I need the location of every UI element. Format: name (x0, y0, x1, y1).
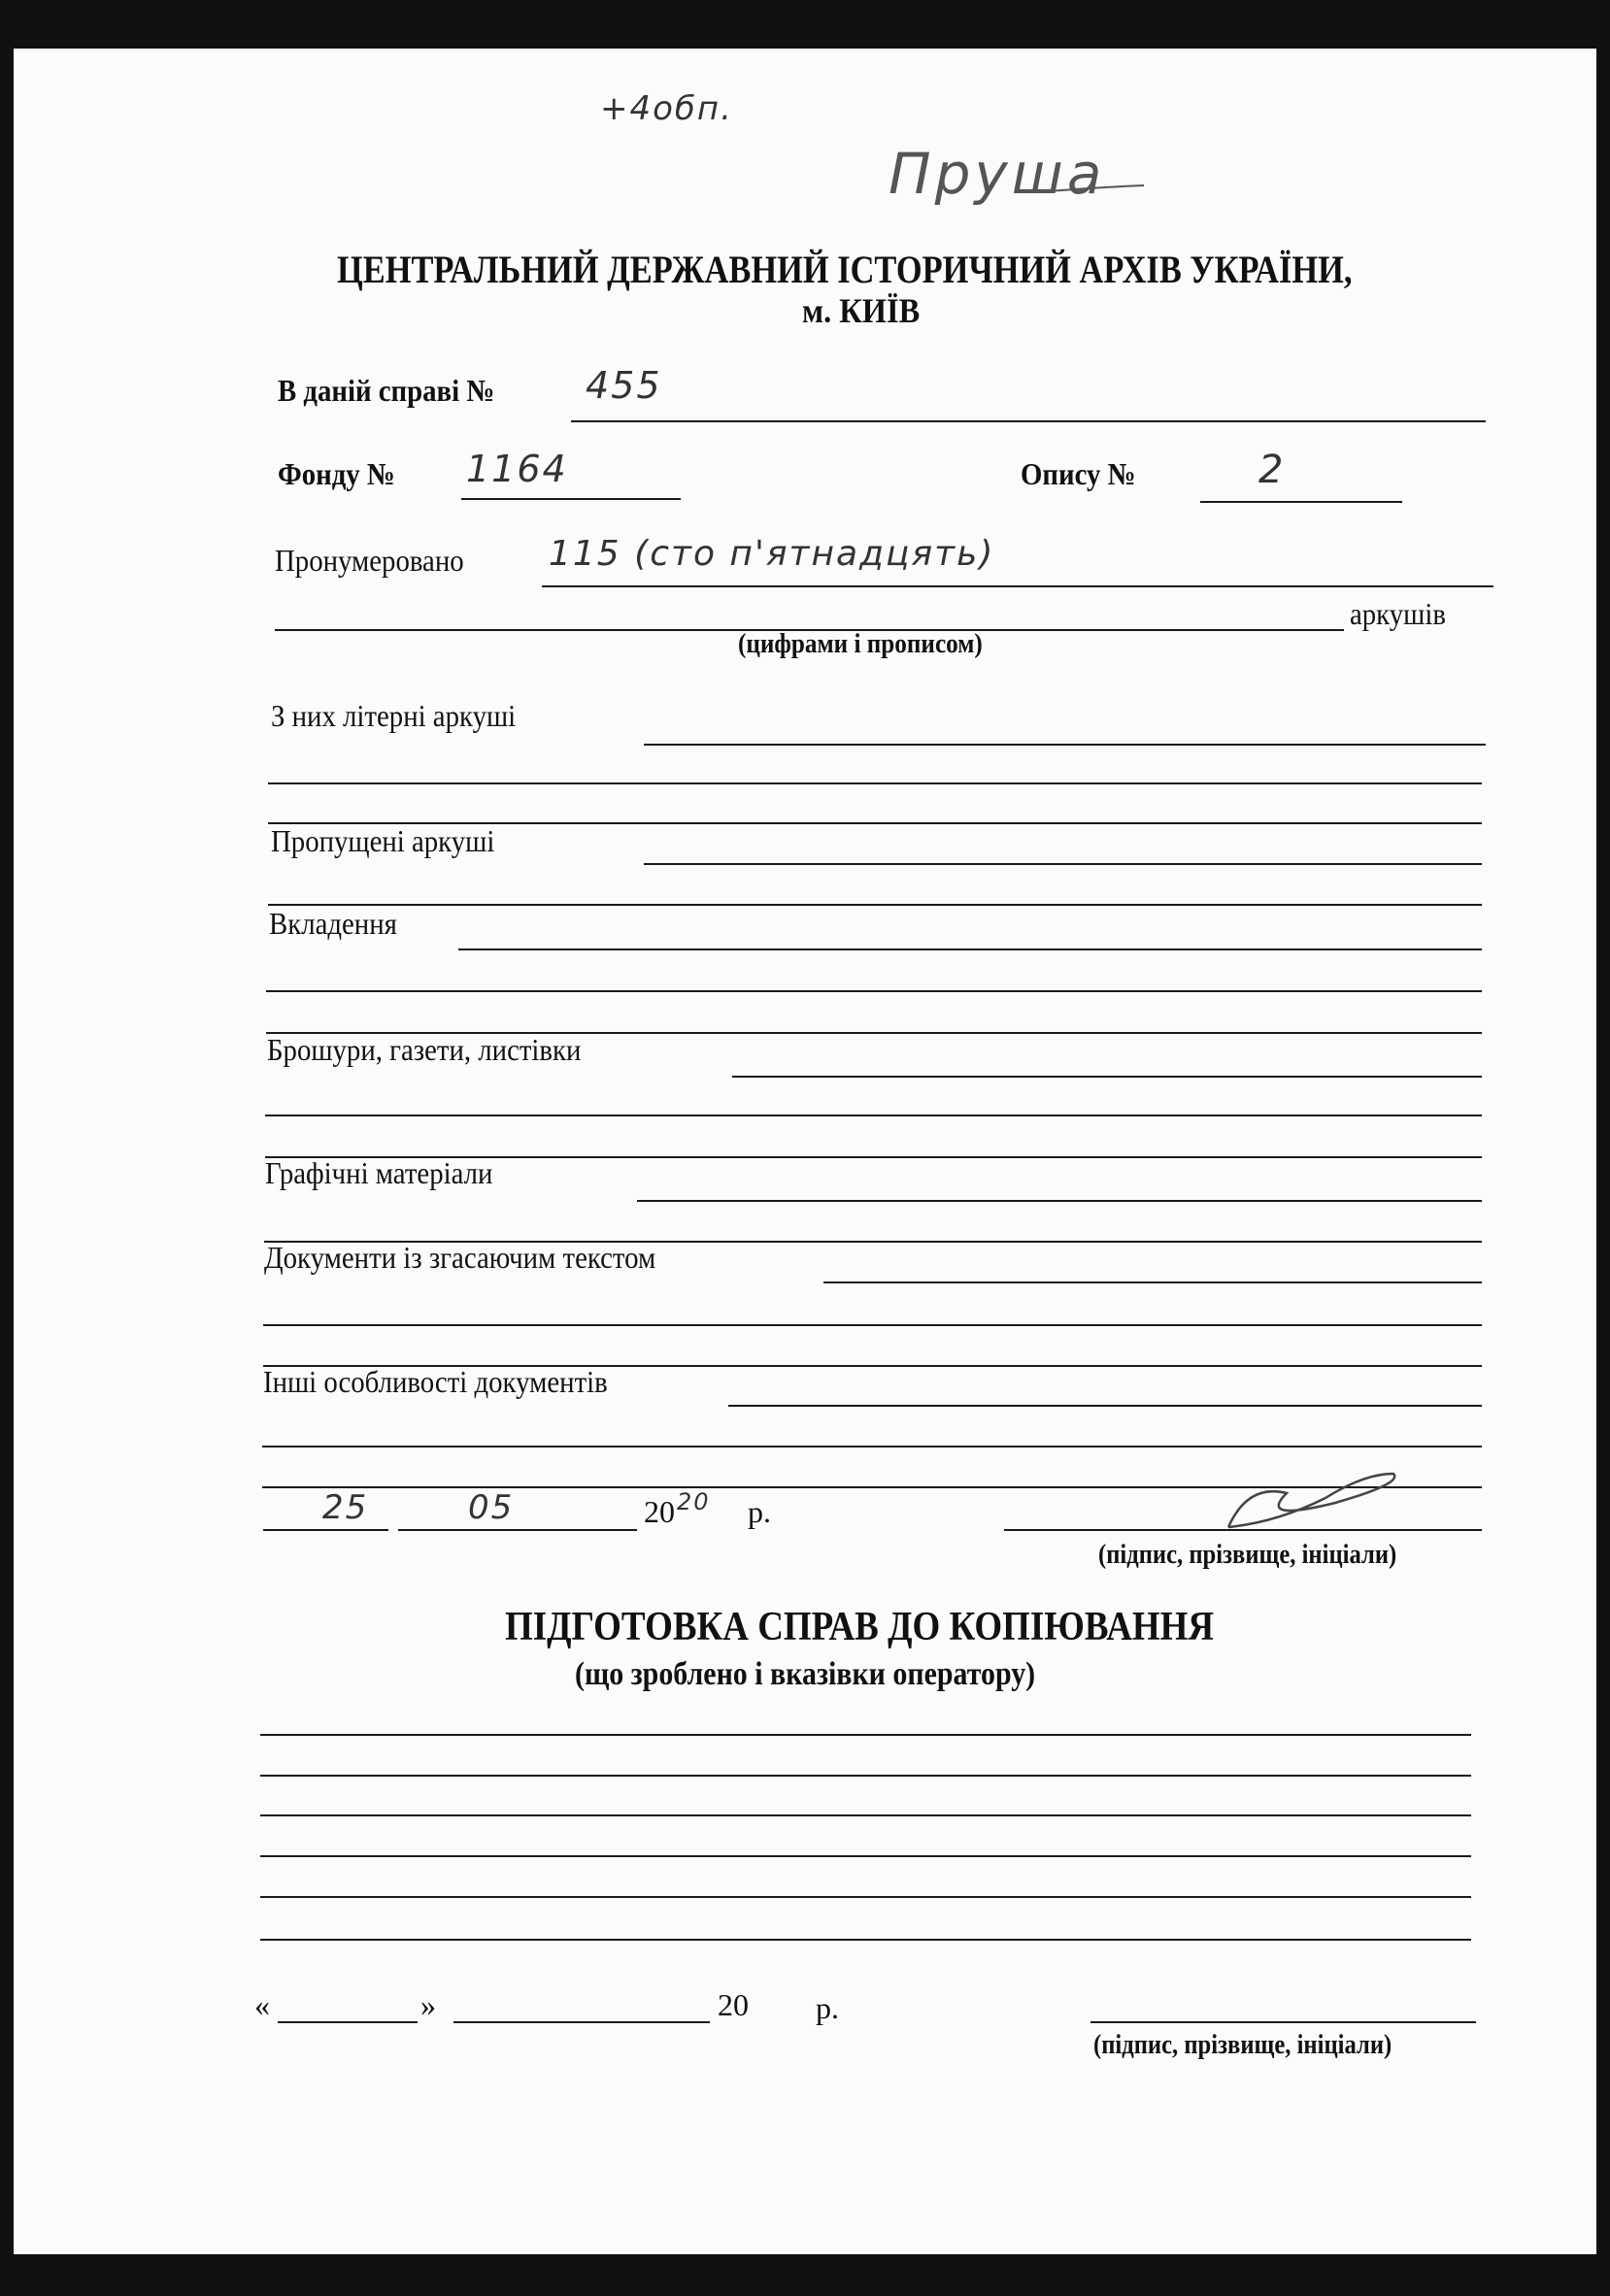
missing-sheets-label: Пропущені аркуші (271, 823, 495, 858)
close-quote: » (420, 1987, 436, 2022)
rule (458, 948, 1482, 950)
rule (260, 1775, 1471, 1777)
rule (398, 1529, 637, 1531)
signature-icon (1219, 1474, 1413, 1532)
copying-year-mark: р. (816, 1990, 839, 2025)
signature-line (1004, 1529, 1482, 1531)
copying-signature-hint: (підпис, прізвище, ініціали) (1093, 2030, 1392, 2060)
numbered-label: Пронумеровано (275, 543, 464, 578)
rule (732, 1076, 1482, 1078)
archive-form-page (14, 49, 1596, 2254)
signature-hint: (підпис, прізвище, ініціали) (1098, 1540, 1397, 1570)
rule (260, 1814, 1471, 1816)
fond-value: 1164 (466, 448, 568, 490)
archive-title: ЦЕНТРАЛЬНИЙ ДЕРЖАВНИЙ ІСТОРИЧНИЙ АРХІВ УКРАЇНИ, (337, 248, 1353, 291)
top-signature: Пруша (889, 141, 1106, 207)
date-year-suffix: 20 (677, 1488, 711, 1515)
date-day: 25 (322, 1488, 369, 1527)
open-quote: « (254, 1987, 270, 2022)
rule (644, 744, 1486, 746)
opys-value: 2 (1258, 448, 1286, 492)
rule (260, 1896, 1471, 1898)
case-line (571, 420, 1486, 422)
numbered-line (542, 585, 1493, 587)
fond-label: Фонду № (278, 456, 395, 491)
numbered-value: 115 (сто п'ятнадцять) (549, 534, 995, 574)
graphics-label: Графічні матеріали (265, 1155, 493, 1190)
rule (453, 2021, 710, 2023)
rule (637, 1200, 1482, 1202)
rule (260, 1939, 1471, 1941)
rule (268, 904, 1482, 906)
rule (260, 1734, 1471, 1736)
letter-sheets-label: З них літерні аркуші (271, 698, 517, 733)
rule (265, 1115, 1482, 1116)
fond-line (461, 498, 681, 500)
rule (644, 863, 1482, 865)
copying-title: ПІДГОТОВКА СПРАВ ДО КОПІЮВАННЯ (505, 1605, 1215, 1649)
sheets-label: аркушів (1350, 596, 1446, 631)
archive-city: м. КИЇВ (802, 291, 921, 330)
attachments-label: Вкладення (269, 906, 397, 941)
rule (278, 2021, 418, 2023)
date-year-prefix: 20 (644, 1494, 675, 1529)
case-label: В даній справі № (278, 373, 495, 408)
rule (260, 1855, 1471, 1857)
date-year-mark: р. (748, 1494, 771, 1529)
rule (262, 1446, 1482, 1447)
top-note: +4обп. (600, 89, 733, 128)
rule (823, 1281, 1482, 1283)
rule (263, 1529, 388, 1531)
numbered-hint: (цифрами і прописом) (738, 629, 983, 659)
faded-docs-label: Документи із згасаючим текстом (264, 1240, 656, 1275)
rule (728, 1405, 1482, 1407)
brochures-label: Брошури, газети, листівки (267, 1032, 582, 1067)
copying-subtitle: (що зроблено і вказівки оператору) (575, 1656, 1036, 1692)
opys-label: Опису № (1021, 456, 1136, 491)
case-value: 455 (586, 364, 662, 407)
opys-line (1200, 501, 1402, 503)
copying-year-prefix: 20 (718, 1987, 749, 2022)
signature-line (1090, 2021, 1476, 2023)
date-month: 05 (468, 1488, 515, 1527)
top-signature-underline-icon (1049, 180, 1146, 199)
rule (266, 990, 1482, 992)
rule (268, 782, 1482, 784)
other-features-label: Інші особливості документів (263, 1364, 608, 1399)
rule (263, 1324, 1482, 1326)
